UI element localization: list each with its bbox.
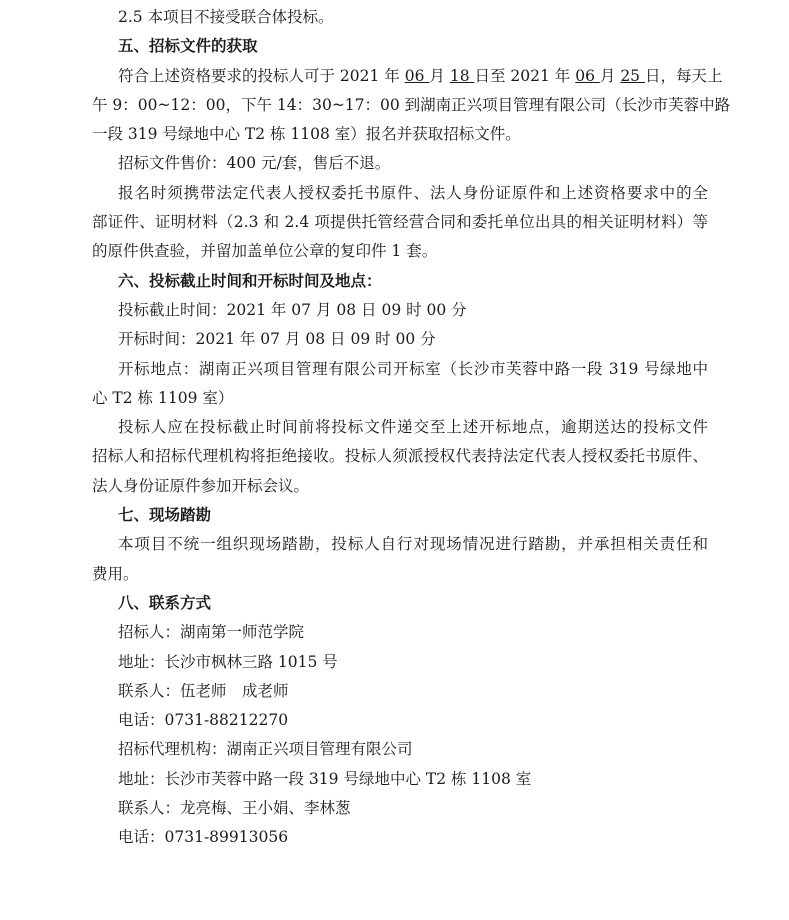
submission-note	[92, 413, 708, 501]
tenderer: 招标人：湖南第一师范学院	[118, 623, 305, 642]
paragraph-line: 一段 319 号绿地中心 T2 栋 1108 室）报名并获取招标文件。	[92, 125, 521, 144]
paragraph-line: 的原件供查验，并留加盖单位公章的复印件 1 套。	[92, 242, 438, 261]
paragraph-line: 符合上述资格要求的投标人可于 2021 年 06 月 18 日至 2021 年 06 月 25 日，每天上	[118, 66, 723, 85]
section5-paragraph-3	[92, 179, 708, 267]
tenderer-contacts: 联系人：伍老师 成老师	[118, 681, 289, 700]
item-2-5: 2.5 本项目不接受联合体投标。	[118, 8, 334, 26]
paragraph-line: 投标人应在投标截止时间前将投标文件递交至上述开标地点，逾期送达的投标文件	[118, 418, 708, 437]
opening-location	[92, 355, 708, 414]
section5-paragraph-1	[92, 62, 731, 150]
paragraph-line: 报名时须携带法定代表人授权委托书原件、法人身份证原件和上述资格要求中的全	[118, 183, 708, 202]
document-page	[92, 3, 731, 853]
start-month: 06	[404, 66, 430, 85]
paragraph-line: 招标人和招标代理机构将拒绝接收。投标人须派授权代表持法定代表人授权委托书原件、	[92, 447, 708, 466]
paragraph-line: 心 T2 栋 1109 室）	[92, 388, 234, 407]
section8-title: 八、联系方式	[118, 593, 212, 612]
opening-time: 开标时间：2021 年 07 月 08 日 09 时 00 分	[118, 330, 436, 349]
agency-address: 地址：长沙市芙蓉中路一段 319 号绿地中心 T2 栋 1108 室	[118, 769, 532, 788]
agency-contacts: 联系人：龙亮梅、王小娟、李林葱	[118, 799, 351, 818]
section6-title: 六、投标截止时间和开标时间及地点：	[118, 271, 382, 290]
paragraph-line: 午 9：00~12：00，下午 14：30~17：00 到湖南正兴项目管理有限公司（长沙市芙蓉中路	[92, 95, 731, 114]
paragraph-line: 费用。	[92, 564, 139, 583]
paragraph-line: 法人身份证原件参加开标会议。	[92, 476, 310, 495]
site-visit-paragraph	[92, 530, 708, 589]
tenderer-address: 地址：长沙市枫林三路 1015 号	[118, 652, 338, 671]
agency-phone: 电话：0731-89913056	[118, 828, 289, 847]
end-month: 06	[575, 66, 600, 85]
paragraph-line: 本项目不统一组织现场踏勘，投标人自行对现场情况进行踏勘，并承担相关责任和	[118, 535, 708, 554]
document-price: 招标文件售价：400 元/套，售后不退。	[118, 154, 391, 173]
bid-deadline: 投标截止时间：2021 年 07 月 08 日 09 时 00 分	[118, 300, 467, 319]
paragraph-line: 开标地点：湖南正兴项目管理有限公司开标室（长沙市芙蓉中路一段 319 号绿地中	[118, 359, 708, 378]
tenderer-phone: 电话：0731-88212270	[118, 711, 289, 730]
agency: 招标代理机构：湖南正兴项目管理有限公司	[118, 740, 413, 759]
start-day: 18	[449, 66, 475, 85]
section7-title: 七、现场踏勘	[118, 506, 212, 525]
end-day: 25	[620, 66, 645, 85]
section5-title: 五、招标文件的获取	[118, 37, 258, 56]
paragraph-line: 部证件、证明材料（2.3 和 2.4 项提供托管经营合同和委托单位出具的相关证明材料）等	[92, 213, 708, 232]
